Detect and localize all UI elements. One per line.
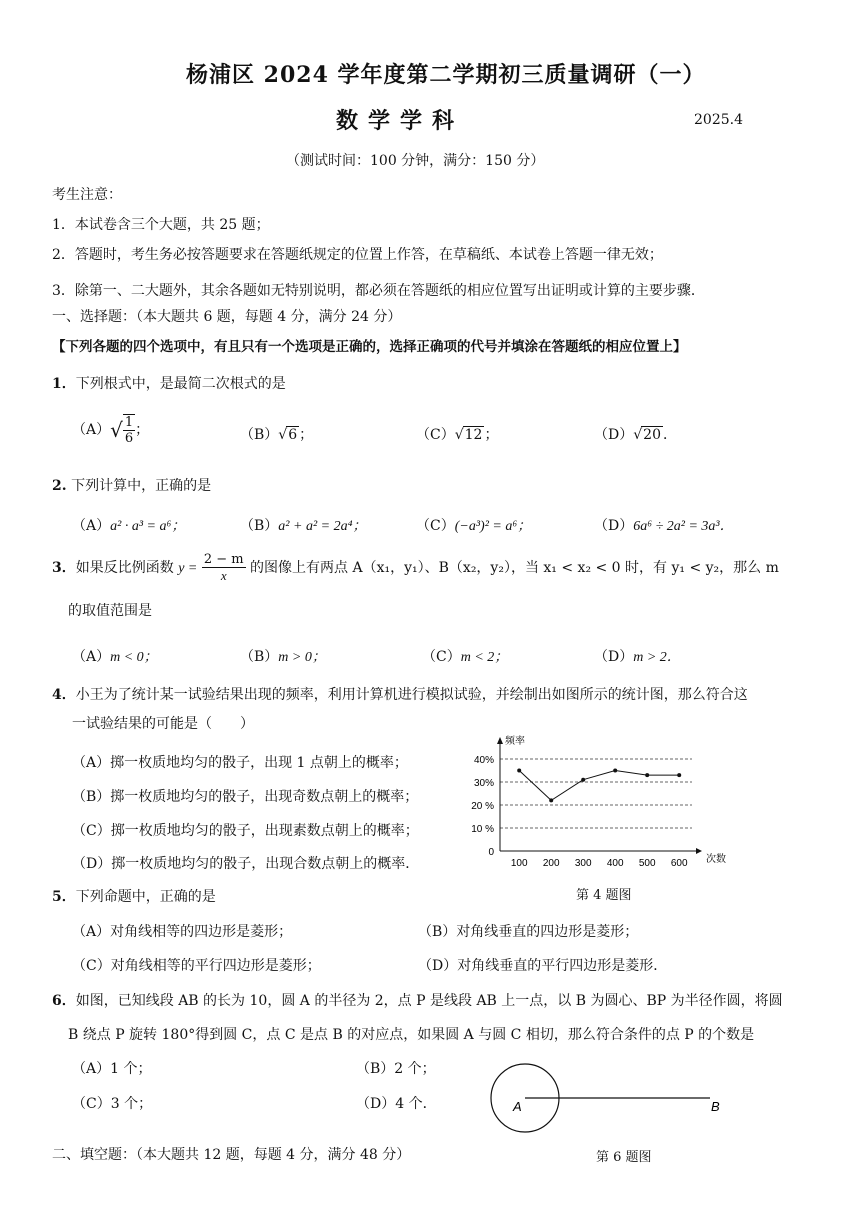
fraction-numerator: 1 [124,415,134,430]
q6-option-b: （B）2 个； [356,1061,436,1077]
page-title: 杨浦区 2024 学年度第二学期初三质量调研（一） [186,62,706,88]
section1-heading: 一、选择题：（本大题共 6 题，每题 4 分，满分 24 分） [52,309,402,325]
frequency-line-chart [460,730,740,870]
q5-option-c: （C）对角线相等的平行四边形是菱形； [72,958,321,974]
y-axis-arrow [497,737,503,744]
x-tick-label: 200 [542,858,560,869]
data-point [677,773,681,777]
q3-option-c: （C）m < 2； [422,649,509,665]
q4-option-d: （D）掷一枚质地均匀的骰子，出现合数点朝上的概率． [72,856,420,872]
y-tick-label: 10 % [471,824,494,835]
section2-heading: 二、填空题：（本大题共 12 题，每题 4 分，满分 48 分） [52,1147,411,1163]
question-6-line2: B 绕点 P 旋转 180°得到圆 C，点 C 是点 B 的对应点，如果圆 A 与圆 C 相切，那么符合条件的点 P 的个数是 [68,1027,755,1043]
data-point [581,778,585,782]
question-2-stem [52,475,211,495]
question-text: 下列计算中，正确的是 [71,478,212,494]
x-tick-label: 300 [574,858,592,869]
q2-option-a: （A）a² · a³ = a⁶； [72,518,186,534]
option-label: （A） [72,422,111,438]
exam-info: （测试时间：100 分钟，满分：150 分） [286,153,545,169]
section1-instruction: 【下列各题的四个选项中，有且只有一个选项是正确的，选择正确项的代号并填涂在答题纸的相应位置上】 [52,339,687,355]
exam-date: 2025.4 [694,112,743,128]
y-tick-label: 20 % [471,801,494,812]
q2-option-b: （B）a² + a² = 2a⁴； [240,518,367,534]
q6-option-a: （A）1 个； [72,1061,152,1077]
q5-option-d: （D）对角线垂直的平行四边形是菱形． [418,958,668,974]
question-number: 4． [52,687,76,703]
data-point [613,769,617,773]
q4-option-c: （C）掷一枚质地均匀的骰子，出现素数点朝上的概率； [72,823,419,839]
q1-option-a: （A）√ $\frac{1}{6}$ ； [72,415,150,446]
q3-option-b: （B）m > 0； [240,649,326,665]
x-axis-label: 次数 [706,854,726,865]
q2-option-c: （C）(−a³)² = a⁶； [416,518,532,534]
data-point [517,769,521,773]
x-tick-label: 400 [606,858,624,869]
radicand: 12 [464,427,483,443]
fraction: $\frac{2 - m}{x}$ [203,552,244,583]
question-text: 下列根式中，是最简二次根式的是 [75,376,286,392]
fraction-denominator: 6 [124,431,134,446]
geometry-figure [485,1058,745,1140]
y-tick-label: 30% [473,778,494,789]
q4-option-b: （B）掷一枚质地均匀的骰子，出现奇数点朝上的概率； [72,789,419,805]
y-tick-label: 40% [473,755,494,766]
subject-title: 数学学科 [336,108,465,134]
y-tick-label: 0 [488,847,494,858]
q3-option-d: （D）m > 2． [594,649,681,665]
question-5-stem: 5．下列命题中，正确的是 [52,889,216,905]
question-number: 2. [52,478,67,494]
chart-grid [500,759,692,828]
q3-option-a: （A）m < 0； [72,649,158,665]
radicand: 20 [643,427,661,443]
notice-item-2: 2．答题时，考生务必按答题要求在答题纸规定的位置上作答，在草稿纸、本试卷上答题一律无效； [52,247,663,263]
x-axis-arrow [696,848,702,854]
notice-heading: 考生注意： [52,187,122,203]
question-number: 5． [52,889,76,905]
figure-4-caption: 第 4 题图 [576,888,632,903]
q1-option-b: （B）√6 ； [240,427,314,443]
y-axis-label: 频率 [505,736,525,747]
data-point [549,798,553,802]
option-label: （C） [416,427,455,443]
point-a-label: A [513,1099,522,1114]
question-4-line2: 一试验结果的可能是（ ） [72,716,254,732]
data-point [645,773,649,777]
question-4-stem: 4．小王为了统计某一试验结果出现的频率，利用计算机进行模拟试验，并绘制出如图所示的统计图，那么符合这 [52,687,748,703]
question-number: 6． [52,993,76,1009]
notice-item-3: 3．除第一、二大题外，其余各题如无特别说明，都必须在答题纸的相应位置写出证明或计算的主要步骤． [52,283,705,299]
q5-option-a: （A）对角线相等的四边形是菱形； [72,924,293,940]
chart-series [517,769,681,803]
x-tick-label: 100 [510,858,528,869]
radicand: 6 [288,427,298,443]
chart-ticks [471,734,726,869]
series-line [519,771,679,801]
question-number: 1． [52,376,76,392]
figure-6-caption: 第 6 题图 [596,1150,652,1165]
q2-option-d: （D）6a⁶ ÷ 2a² = 3a³． [594,518,734,534]
point-b-label: B [711,1099,720,1114]
q5-option-b: （B）对角线垂直的四边形是菱形； [418,924,639,940]
question-6-stem: 6．如图，已知线段 AB 的长为 10，圆 A 的半径为 2，点 P 是线段 AB 上一点，以 B 为圆心、BP 为半径作圆，将圆 [52,993,783,1009]
q4-option-a: （A）掷一枚质地均匀的骰子，出现 1 点朝上的概率； [72,755,408,771]
question-3-line2: 的取值范围是 [68,603,152,619]
question-number: 3． [52,560,76,576]
option-label: （D） [594,427,634,443]
q1-option-c: （C）√12 ； [416,427,499,443]
notice-item-1: 1．本试卷含三个大题，共 25 题； [52,217,270,233]
q6-option-c: （C）3 个； [72,1096,153,1112]
x-tick-label: 500 [638,858,656,869]
q1-option-d: （D）√20 ． [594,427,677,443]
x-tick-label: 600 [670,858,688,869]
q6-option-d: （D）4 个． [356,1096,437,1112]
chart-axes [497,737,702,854]
question-1-stem [52,373,286,393]
question-3-stem: 3．如果反比例函数 y = $\frac{2 - m}{x}$ 的图像上有两点 A（x₁，y₁）、B（x₂，y₂），当 x₁ < x₂ < 0 时，有 y₁ < y₂，那么 m [52,552,779,583]
option-label: （B） [240,427,279,443]
